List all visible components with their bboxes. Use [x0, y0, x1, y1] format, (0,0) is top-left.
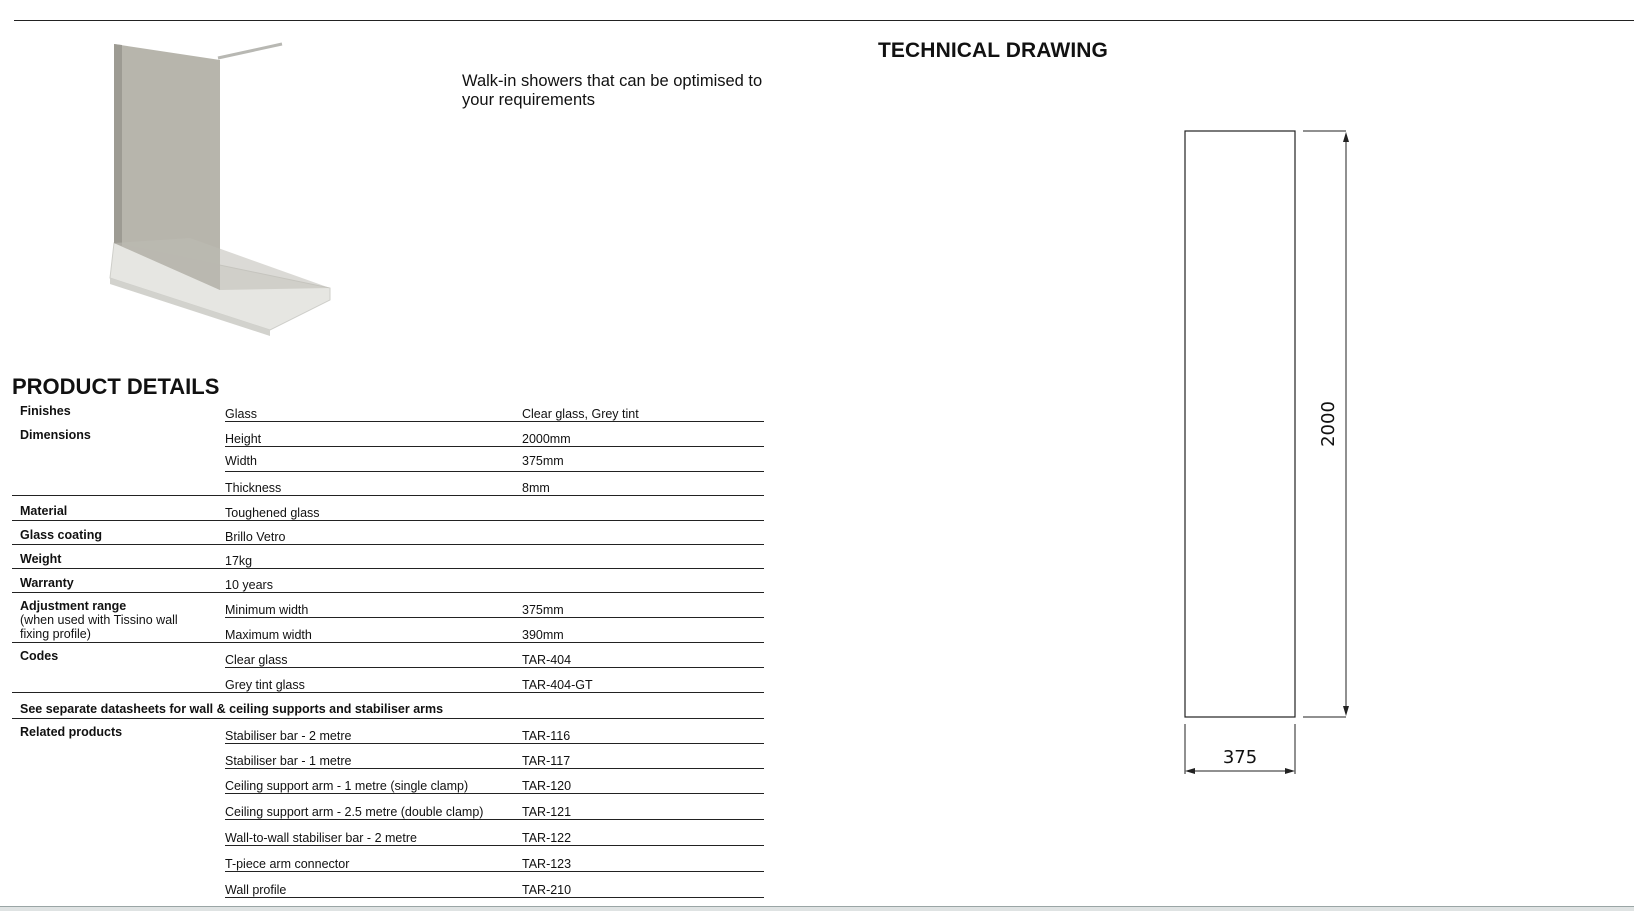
related-name: Ceiling support arm - 1 metre (single clamp): [225, 779, 469, 793]
spec-item: [12, 593, 764, 618]
width-arrow-left: [1185, 768, 1195, 774]
spec-label: Adjustment range: [20, 599, 127, 613]
height-label: 2000: [1318, 401, 1339, 447]
spec-label: Glass coating: [20, 528, 102, 542]
spec-key: Clear glass: [225, 653, 288, 667]
spec-row-warranty: [12, 569, 764, 593]
spec-key: Brillo Vetro: [225, 530, 286, 544]
spec-item: [12, 545, 764, 569]
related-item: [12, 719, 764, 744]
spec-key: 10 years: [225, 578, 273, 592]
page-footer-strip: [0, 906, 1634, 911]
datasheet-notice: See separate datasheets for wall & ceiling supports and stabiliser arms: [20, 702, 444, 716]
top-divider: [14, 20, 1634, 21]
spec-label: Warranty: [20, 576, 74, 590]
width-arrow-right: [1285, 768, 1295, 774]
related-code: TAR-117: [522, 754, 571, 768]
spec-row-related-products: [12, 719, 764, 899]
spec-row-notice: [12, 693, 764, 719]
related-name: Stabiliser bar - 1 metre: [225, 754, 352, 768]
spec-label: Related products: [20, 725, 123, 739]
spec-row-weight: [12, 545, 764, 569]
height-arrow-bottom: [1343, 706, 1349, 716]
spec-row-glass-coating: [12, 521, 764, 545]
related-item: [12, 872, 764, 898]
spec-key: Grey tint glass: [225, 678, 305, 692]
related-code: TAR-123: [522, 857, 572, 871]
spec-key: Height: [225, 432, 262, 446]
spec-value: 390mm: [522, 628, 564, 642]
related-item: [12, 769, 764, 794]
product-image: [100, 38, 340, 348]
spec-key: Toughened glass: [225, 506, 320, 520]
spec-item: [12, 668, 764, 693]
spec-row-dimensions: [12, 422, 764, 496]
related-item: [12, 794, 764, 820]
spec-item: [12, 472, 764, 496]
row-divider: [225, 897, 764, 898]
spec-row-codes: [12, 643, 764, 693]
related-name: Wall profile: [225, 883, 287, 897]
spec-key: Thickness: [225, 481, 282, 495]
spec-value: 375mm: [522, 454, 564, 468]
spec-key: 17kg: [225, 554, 253, 568]
related-item: [12, 846, 764, 872]
spec-item: [12, 402, 764, 422]
related-item: [12, 744, 764, 769]
spec-value: TAR-404-GT: [522, 678, 593, 692]
spec-key: Width: [225, 454, 257, 468]
product-details-table: [12, 402, 764, 899]
related-name: Stabiliser bar - 2 metre: [225, 729, 352, 743]
related-code: TAR-120: [522, 779, 572, 793]
related-name: Wall-to-wall stabiliser bar - 2 metre: [225, 831, 417, 845]
height-arrow-top: [1343, 132, 1349, 142]
spec-item: [12, 422, 764, 447]
related-code: TAR-116: [522, 729, 571, 743]
related-name: T-piece arm connector: [225, 857, 350, 871]
related-code: TAR-210: [522, 883, 572, 897]
technical-drawing: [1170, 128, 1360, 788]
panel-outline: [1185, 131, 1295, 717]
spec-item: [12, 496, 764, 521]
spec-value: TAR-404: [522, 653, 572, 667]
spec-value: 8mm: [522, 481, 550, 495]
spec-item: [12, 643, 764, 668]
product-tagline: Walk-in showers that can be optimised to your requirements: [462, 72, 763, 109]
spec-item: [12, 618, 764, 643]
related-code: TAR-121: [522, 805, 572, 819]
spec-row-finishes: [12, 402, 764, 422]
related-item: [12, 820, 764, 846]
spec-key: Minimum width: [225, 603, 309, 617]
spec-row-adjustment-range: [12, 593, 764, 643]
spec-value: 2000mm: [522, 432, 571, 446]
spec-note: (when used with Tissino wall fixing profile): [20, 613, 178, 641]
spec-label: Codes: [20, 649, 59, 663]
spec-value: 375mm: [522, 603, 564, 617]
spec-label: Weight: [20, 552, 62, 566]
spec-row-material: [12, 496, 764, 521]
spec-label: Finishes: [20, 404, 71, 418]
spec-value: Clear glass, Grey tint: [522, 407, 639, 421]
spec-item: [12, 569, 764, 593]
technical-drawing-title: TECHNICAL DRAWING: [878, 39, 1108, 62]
spec-label: Dimensions: [20, 428, 91, 442]
spec-item: [12, 521, 764, 545]
related-name: Ceiling support arm - 2.5 metre (double clamp): [225, 805, 484, 819]
product-details-title: PRODUCT DETAILS: [12, 374, 220, 399]
spec-key: Glass: [225, 407, 257, 421]
related-code: TAR-122: [522, 831, 572, 845]
width-label: 375: [1222, 747, 1258, 768]
spec-key: Maximum width: [225, 628, 312, 642]
spec-label: Material: [20, 504, 68, 518]
spec-item: [12, 447, 764, 472]
